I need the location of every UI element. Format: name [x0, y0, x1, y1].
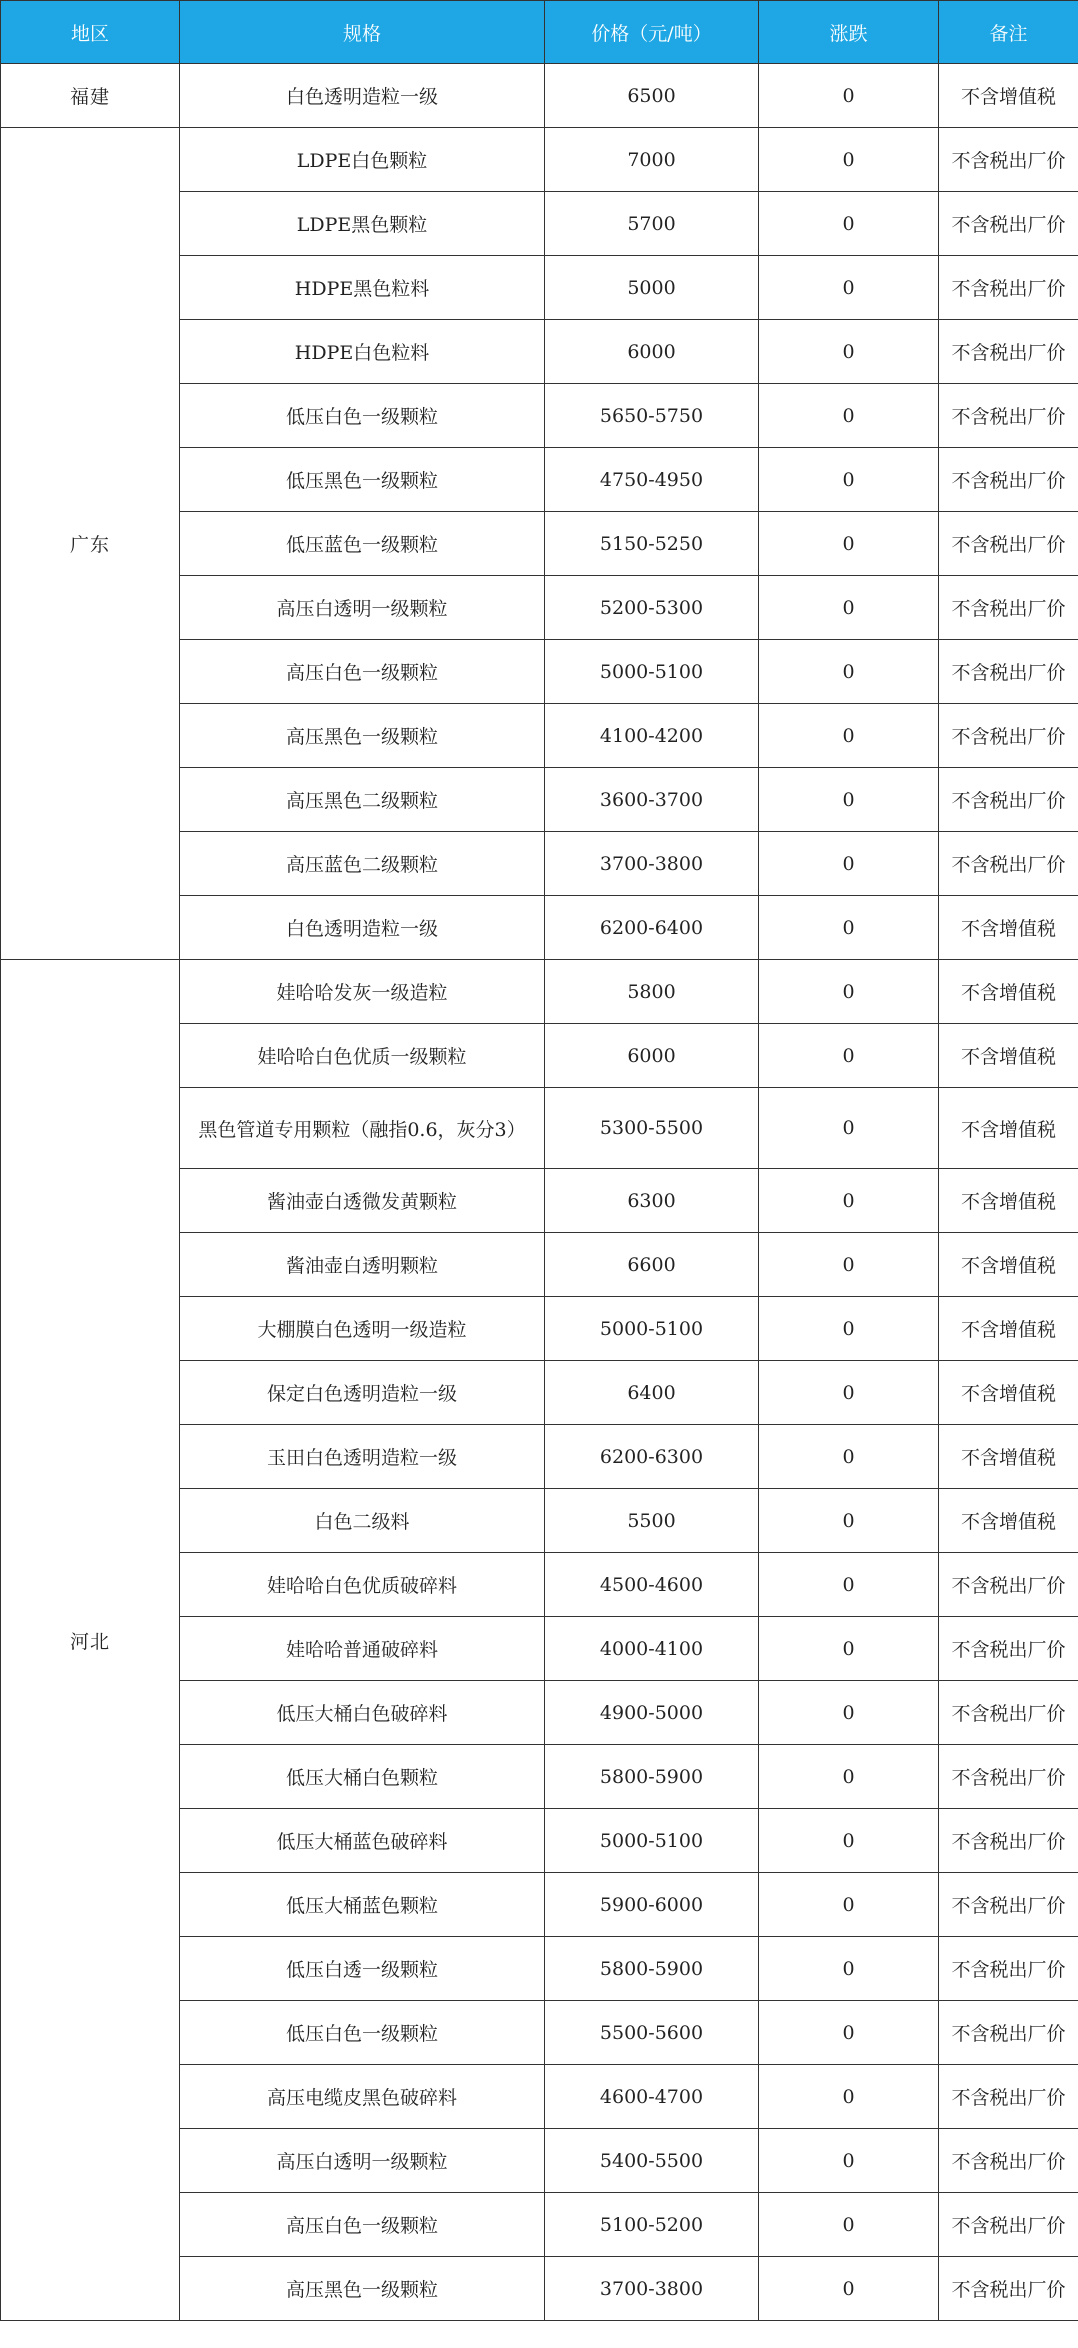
price-cell: 5150-5250 [545, 512, 759, 576]
note-cell: 不含税出厂价 [939, 1617, 1078, 1681]
change-cell: 0 [759, 1937, 939, 2001]
spec-cell: 低压大桶白色破碎料 [180, 1681, 545, 1745]
change-cell: 0 [759, 768, 939, 832]
note-cell: 不含税出厂价 [939, 1553, 1078, 1617]
header-spec: 规格 [180, 1, 545, 64]
spec-cell: HDPE黑色粒料 [180, 256, 545, 320]
price-cell: 5800-5900 [545, 1745, 759, 1809]
change-cell: 0 [759, 1024, 939, 1088]
spec-cell: 娃哈哈普通破碎料 [180, 1617, 545, 1681]
spec-cell: 白色透明造粒一级 [180, 896, 545, 960]
region-cell: 广东 [1, 128, 180, 960]
spec-cell: 低压大桶蓝色颗粒 [180, 1873, 545, 1937]
note-cell: 不含增值税 [939, 1233, 1078, 1297]
table-header [1, 1, 1078, 64]
change-cell: 0 [759, 256, 939, 320]
note-cell: 不含税出厂价 [939, 2065, 1078, 2129]
change-cell: 0 [759, 2001, 939, 2065]
table-row [1, 960, 1078, 1024]
price-cell: 6200-6300 [545, 1425, 759, 1489]
price-cell: 5650-5750 [545, 384, 759, 448]
spec-cell: HDPE白色粒料 [180, 320, 545, 384]
note-cell: 不含增值税 [939, 896, 1078, 960]
note-cell: 不含增值税 [939, 1024, 1078, 1088]
price-cell: 5000-5100 [545, 1297, 759, 1361]
spec-cell: LDPE白色颗粒 [180, 128, 545, 192]
spec-cell: LDPE黑色颗粒 [180, 192, 545, 256]
price-cell: 6600 [545, 1233, 759, 1297]
header-region: 地区 [1, 1, 180, 64]
change-cell: 0 [759, 1425, 939, 1489]
spec-cell: 高压白色一级颗粒 [180, 2193, 545, 2257]
note-cell: 不含税出厂价 [939, 768, 1078, 832]
note-cell: 不含税出厂价 [939, 2257, 1078, 2321]
spec-cell: 黑色管道专用颗粒（融指0.6，灰分3） [180, 1088, 545, 1169]
spec-cell: 酱油壶白透微发黄颗粒 [180, 1169, 545, 1233]
change-cell: 0 [759, 1088, 939, 1169]
note-cell: 不含税出厂价 [939, 640, 1078, 704]
note-cell: 不含增值税 [939, 1088, 1078, 1169]
note-cell: 不含税出厂价 [939, 384, 1078, 448]
note-cell: 不含税出厂价 [939, 2129, 1078, 2193]
change-cell: 0 [759, 896, 939, 960]
price-cell: 5000-5100 [545, 640, 759, 704]
spec-cell: 高压黑色一级颗粒 [180, 2257, 545, 2321]
spec-cell: 保定白色透明造粒一级 [180, 1361, 545, 1425]
price-cell: 5900-6000 [545, 1873, 759, 1937]
change-cell: 0 [759, 128, 939, 192]
change-cell: 0 [759, 1617, 939, 1681]
change-cell: 0 [759, 832, 939, 896]
note-cell: 不含税出厂价 [939, 320, 1078, 384]
table-row [1, 128, 1078, 192]
spec-cell: 高压黑色二级颗粒 [180, 768, 545, 832]
note-cell: 不含增值税 [939, 64, 1078, 128]
spec-cell: 低压蓝色一级颗粒 [180, 512, 545, 576]
note-cell: 不含税出厂价 [939, 832, 1078, 896]
spec-cell: 高压电缆皮黑色破碎料 [180, 2065, 545, 2129]
price-cell: 3700-3800 [545, 832, 759, 896]
change-cell: 0 [759, 1873, 939, 1937]
change-cell: 0 [759, 192, 939, 256]
change-cell: 0 [759, 2193, 939, 2257]
price-cell: 5500 [545, 1489, 759, 1553]
spec-cell: 低压黑色一级颗粒 [180, 448, 545, 512]
change-cell: 0 [759, 1297, 939, 1361]
change-cell: 0 [759, 2065, 939, 2129]
price-cell: 5800 [545, 960, 759, 1024]
change-cell: 0 [759, 1169, 939, 1233]
spec-cell: 高压白色一级颗粒 [180, 640, 545, 704]
table-body [1, 64, 1078, 2321]
spec-cell: 低压白色一级颗粒 [180, 2001, 545, 2065]
region-cell: 河北 [1, 960, 180, 2321]
spec-cell: 高压白透明一级颗粒 [180, 2129, 545, 2193]
price-cell: 7000 [545, 128, 759, 192]
price-cell: 6400 [545, 1361, 759, 1425]
note-cell: 不含税出厂价 [939, 192, 1078, 256]
change-cell: 0 [759, 1553, 939, 1617]
spec-cell: 高压蓝色二级颗粒 [180, 832, 545, 896]
change-cell: 0 [759, 512, 939, 576]
spec-cell: 低压白透一级颗粒 [180, 1937, 545, 2001]
header-note: 备注 [939, 1, 1078, 64]
change-cell: 0 [759, 1745, 939, 1809]
header-price: 价格（元/吨） [545, 1, 759, 64]
spec-cell: 高压白透明一级颗粒 [180, 576, 545, 640]
price-cell: 5800-5900 [545, 1937, 759, 2001]
price-cell: 5300-5500 [545, 1088, 759, 1169]
price-cell: 5100-5200 [545, 2193, 759, 2257]
price-cell: 3600-3700 [545, 768, 759, 832]
note-cell: 不含税出厂价 [939, 448, 1078, 512]
note-cell: 不含税出厂价 [939, 2001, 1078, 2065]
spec-cell: 白色二级料 [180, 1489, 545, 1553]
header-row [1, 1, 1078, 64]
spec-cell: 白色透明造粒一级 [180, 64, 545, 128]
price-cell: 4000-4100 [545, 1617, 759, 1681]
note-cell: 不含税出厂价 [939, 1809, 1078, 1873]
price-cell: 6000 [545, 1024, 759, 1088]
price-cell: 3700-3800 [545, 2257, 759, 2321]
change-cell: 0 [759, 576, 939, 640]
price-cell: 4750-4950 [545, 448, 759, 512]
change-cell: 0 [759, 2129, 939, 2193]
note-cell: 不含增值税 [939, 1425, 1078, 1489]
note-cell: 不含税出厂价 [939, 576, 1078, 640]
spec-cell: 娃哈哈白色优质一级颗粒 [180, 1024, 545, 1088]
note-cell: 不含增值税 [939, 1169, 1078, 1233]
price-cell: 6200-6400 [545, 896, 759, 960]
change-cell: 0 [759, 1233, 939, 1297]
price-cell: 4900-5000 [545, 1681, 759, 1745]
note-cell: 不含税出厂价 [939, 1681, 1078, 1745]
change-cell: 0 [759, 1809, 939, 1873]
note-cell: 不含税出厂价 [939, 1873, 1078, 1937]
spec-cell: 高压黑色一级颗粒 [180, 704, 545, 768]
note-cell: 不含增值税 [939, 960, 1078, 1024]
note-cell: 不含税出厂价 [939, 1745, 1078, 1809]
change-cell: 0 [759, 640, 939, 704]
note-cell: 不含增值税 [939, 1489, 1078, 1553]
change-cell: 0 [759, 2257, 939, 2321]
change-cell: 0 [759, 384, 939, 448]
price-cell: 5000-5100 [545, 1809, 759, 1873]
change-cell: 0 [759, 960, 939, 1024]
spec-cell: 低压大桶蓝色破碎料 [180, 1809, 545, 1873]
price-cell: 6500 [545, 64, 759, 128]
spec-cell: 玉田白色透明造粒一级 [180, 1425, 545, 1489]
note-cell: 不含税出厂价 [939, 128, 1078, 192]
change-cell: 0 [759, 448, 939, 512]
price-cell: 5200-5300 [545, 576, 759, 640]
price-cell: 6300 [545, 1169, 759, 1233]
change-cell: 0 [759, 1361, 939, 1425]
price-cell: 4100-4200 [545, 704, 759, 768]
spec-cell: 酱油壶白透明颗粒 [180, 1233, 545, 1297]
region-cell: 福建 [1, 64, 180, 128]
note-cell: 不含税出厂价 [939, 512, 1078, 576]
note-cell: 不含增值税 [939, 1361, 1078, 1425]
change-cell: 0 [759, 1681, 939, 1745]
price-cell: 5400-5500 [545, 2129, 759, 2193]
change-cell: 0 [759, 704, 939, 768]
price-cell: 5500-5600 [545, 2001, 759, 2065]
price-cell: 4500-4600 [545, 1553, 759, 1617]
header-change: 涨跌 [759, 1, 939, 64]
price-cell: 6000 [545, 320, 759, 384]
spec-cell: 娃哈哈白色优质破碎料 [180, 1553, 545, 1617]
spec-cell: 低压大桶白色颗粒 [180, 1745, 545, 1809]
table-row [1, 64, 1078, 128]
note-cell: 不含增值税 [939, 1297, 1078, 1361]
note-cell: 不含税出厂价 [939, 1937, 1078, 2001]
spec-cell: 大棚膜白色透明一级造粒 [180, 1297, 545, 1361]
change-cell: 0 [759, 64, 939, 128]
price-cell: 5700 [545, 192, 759, 256]
change-cell: 0 [759, 320, 939, 384]
price-cell: 5000 [545, 256, 759, 320]
price-cell: 4600-4700 [545, 2065, 759, 2129]
note-cell: 不含税出厂价 [939, 704, 1078, 768]
spec-cell: 低压白色一级颗粒 [180, 384, 545, 448]
note-cell: 不含税出厂价 [939, 2193, 1078, 2257]
spec-cell: 娃哈哈发灰一级造粒 [180, 960, 545, 1024]
note-cell: 不含税出厂价 [939, 256, 1078, 320]
change-cell: 0 [759, 1489, 939, 1553]
